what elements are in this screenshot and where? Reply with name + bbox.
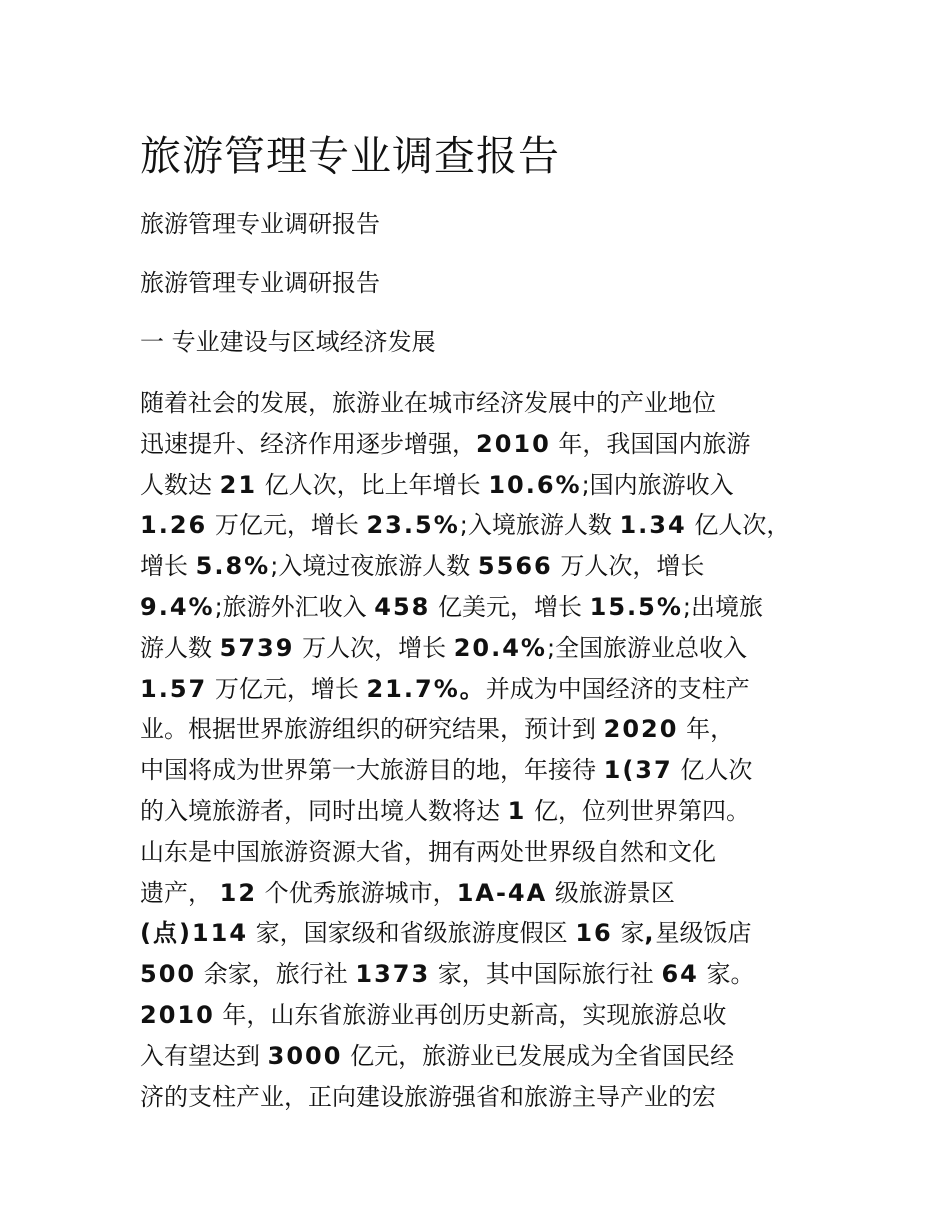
body-text-run: 万人次，增长 bbox=[552, 552, 705, 581]
bold-figure: 12 bbox=[219, 878, 258, 907]
body-text-run: ;入境过夜旅游人数 bbox=[270, 552, 478, 581]
body-text-run: ;旅游外汇收入 bbox=[214, 592, 375, 621]
body-text-run: 年，我国国内旅游 bbox=[550, 429, 751, 458]
body-text-run: 的入境旅游者，同时出境人数将达 bbox=[140, 796, 508, 825]
body-line bbox=[140, 954, 820, 995]
bold-figure: 2010 bbox=[140, 1000, 215, 1029]
body-text-run: 入有望达到 bbox=[140, 1041, 268, 1070]
body-line bbox=[140, 505, 820, 546]
bold-figure: 500 bbox=[140, 960, 197, 989]
body-text-run: 山东是中国旅游资源大省，拥有两处世界级自然和文化 bbox=[140, 837, 716, 866]
bold-figure: 2020 bbox=[603, 715, 679, 744]
body-paragraph bbox=[140, 383, 820, 1117]
body-text-run: 业。根据世界旅游组织的研究结果，预计到 bbox=[140, 715, 604, 744]
body-text-run: 亿，位列世界第四。 bbox=[526, 796, 750, 825]
body-text-run: ;入境旅游人数 bbox=[459, 511, 620, 540]
body-line bbox=[140, 546, 820, 587]
body-text-run: 家，国家级和省级旅游度假区 bbox=[248, 919, 576, 948]
body-text-run: 家，其中国际旅行社 bbox=[430, 960, 662, 989]
body-text-run: 星级饭店 bbox=[655, 919, 752, 948]
body-text-run: 中国将成为世界第一大旅游目的地，年接待 bbox=[140, 756, 604, 785]
body-line bbox=[140, 669, 820, 710]
bold-figure: 64 bbox=[661, 960, 699, 989]
body-text-run: 亿人次 bbox=[672, 756, 753, 785]
body-text-run: ;出境旅 bbox=[682, 592, 764, 621]
body-text-run: 并成为中国经济的支柱产 bbox=[485, 674, 750, 703]
bold-figure: 1A-4A bbox=[456, 878, 548, 907]
body-text-run: 余家，旅行社 bbox=[196, 960, 356, 989]
bold-figure: 15.5% bbox=[589, 592, 683, 621]
body-text-run: 个优秀旅游城市， bbox=[257, 878, 457, 907]
body-text-run: 随着社会的发展，旅游业在城市经济发展中的产业地位 bbox=[140, 389, 716, 417]
bold-figure: 21.7%。 bbox=[366, 674, 486, 703]
bold-figure: 1.34 bbox=[619, 511, 687, 540]
bold-figure: 1.26 bbox=[140, 511, 208, 540]
body-text-run: 遗产， bbox=[140, 878, 220, 907]
bold-figure: 2010 bbox=[476, 429, 551, 458]
body-text-run: 年， bbox=[678, 715, 735, 744]
bold-figure: 5739 bbox=[219, 633, 295, 662]
bold-figure: 21 bbox=[219, 470, 258, 499]
body-text-run: 万亿元，增长 bbox=[207, 674, 367, 703]
bold-figure: , bbox=[644, 919, 656, 948]
bold-figure: 5.8% bbox=[195, 552, 271, 581]
bold-figure: 1373 bbox=[355, 960, 431, 989]
body-text-run: 万亿元，增长 bbox=[207, 511, 367, 540]
body-line bbox=[140, 791, 820, 832]
body-line bbox=[140, 587, 820, 628]
bold-figure: 9.4% bbox=[140, 592, 215, 621]
body-line bbox=[140, 709, 820, 750]
body-text-run: 人数达 bbox=[140, 470, 220, 499]
body-line bbox=[140, 995, 820, 1036]
body-text-run: 家 bbox=[612, 919, 645, 948]
bold-figure: 16 bbox=[575, 919, 613, 948]
body-text-run: 游人数 bbox=[140, 633, 220, 662]
bold-figure: 23.5% bbox=[366, 511, 460, 540]
body-text-run: 亿美元，增长 bbox=[430, 592, 590, 621]
body-text-run: 济的支柱产业，正向建设旅游强省和旅游主导产业的宏 bbox=[140, 1082, 716, 1111]
bold-figure: 1.57 bbox=[140, 674, 208, 703]
bold-figure: 5566 bbox=[477, 552, 553, 581]
body-text-run: 亿人次，比上年增长 bbox=[257, 470, 489, 499]
body-line bbox=[140, 750, 820, 791]
body-text-run: 级旅游景区 bbox=[547, 878, 675, 907]
body-line bbox=[140, 832, 820, 873]
body-text-run: 年，山东省旅游业再创历史新高，实现旅游总收 bbox=[214, 1000, 727, 1029]
body-text-run: 万人次，增长 bbox=[294, 633, 454, 662]
bold-figure: 458 bbox=[374, 592, 431, 621]
body-line bbox=[140, 873, 820, 914]
body-text-run: 增长 bbox=[140, 552, 196, 581]
body-line bbox=[140, 465, 820, 506]
body-line bbox=[140, 628, 820, 669]
section-heading: 一 专业建设与区域经济发展 bbox=[140, 328, 436, 356]
bold-figure: 1 bbox=[507, 796, 527, 825]
body-text-run: ;国内旅游收入 bbox=[581, 470, 734, 499]
body-text-run: 家。 bbox=[698, 960, 755, 989]
body-line bbox=[140, 913, 820, 954]
document-subtitle: 旅游管理专业调研报告 bbox=[140, 210, 380, 238]
bold-figure: (点)114 bbox=[140, 919, 249, 948]
document-subtitle-repeat: 旅游管理专业调研报告 bbox=[140, 269, 380, 297]
bold-figure: 3000 bbox=[267, 1041, 343, 1070]
body-text-run: 亿元，旅游业已发展成为全省国民经 bbox=[342, 1041, 735, 1070]
document-title: 旅游管理专业调查报告 bbox=[140, 132, 560, 180]
body-text-run: ;全国旅游业总收入 bbox=[546, 633, 748, 662]
body-line bbox=[140, 383, 820, 424]
bold-figure: 10.6% bbox=[488, 470, 582, 499]
bold-figure: 1(37 bbox=[603, 756, 673, 785]
bold-figure: 20.4% bbox=[453, 633, 547, 662]
body-line bbox=[140, 1036, 820, 1077]
body-line bbox=[140, 1077, 820, 1118]
body-text-run: 迅速提升、经济作用逐步增强， bbox=[140, 429, 476, 458]
body-text-run: 亿人次， bbox=[686, 511, 791, 540]
body-line bbox=[140, 424, 820, 465]
